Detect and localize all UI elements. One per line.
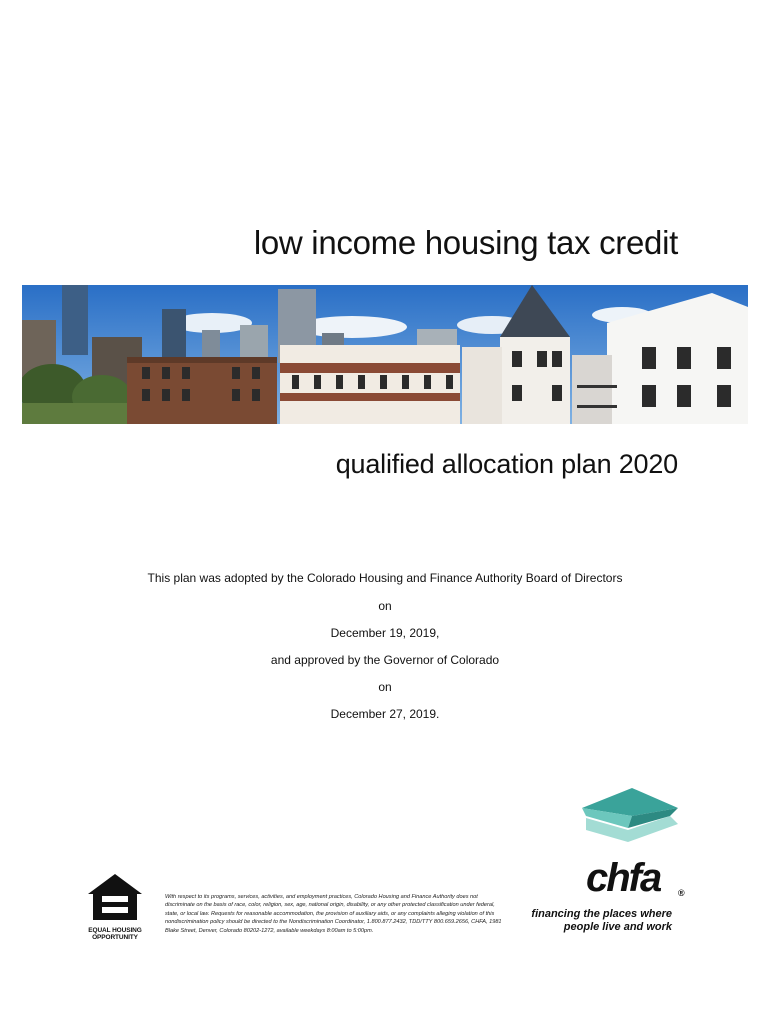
approval-line: and approved by the Governor of Colorado xyxy=(270,653,500,667)
equal-housing-icon xyxy=(86,872,144,922)
nondiscrimination-notice: With respect to its programs, services, activities, and employment practices, Colorado Housing and Finance Authority does not discriminate on the basis of race, color, religion, sex, age, national origin, disability, or any other protected classification under federal, state, or local law. Requests for reasonable accommodation, the provision of auxiliary aids, or any complaints alleging violation of this nondiscrimination policy should be directed to the Nondiscrimination Coordinator, 1.800.877.2432, TDD/TTY 800.659.2656, CHFA, 1981 Blake Street, Denver, Colorado 80202-1272, available weekdays 8:00am to 5:00pm. xyxy=(165,894,502,934)
approval-line: on xyxy=(378,680,392,694)
eho-label: EQUAL HOUSING xyxy=(88,927,142,934)
chfa-wordmark: chfa xyxy=(586,856,661,900)
registered-mark: ® xyxy=(678,888,685,898)
adoption-date: December 19, 2019, xyxy=(330,626,440,640)
chfa-logo-mark xyxy=(552,786,692,861)
brand-tagline xyxy=(531,908,672,934)
approval-date: December 27, 2019. xyxy=(330,707,440,721)
equal-housing-logo xyxy=(86,872,144,941)
document-title: low income housing tax credit xyxy=(253,224,678,261)
document-subtitle: qualified allocation plan 2020 xyxy=(335,449,678,479)
banner-photo xyxy=(22,285,748,424)
chfa-logo-icon xyxy=(552,786,692,856)
tagline-line: people live and work xyxy=(563,921,672,933)
adoption-line: on xyxy=(378,599,392,613)
eho-label: OPPORTUNITY xyxy=(92,934,138,941)
adoption-line: This plan was adopted by the Colorado Housing and Finance Authority Board of Directors xyxy=(147,571,623,585)
tagline-line: financing the places where xyxy=(531,908,672,920)
